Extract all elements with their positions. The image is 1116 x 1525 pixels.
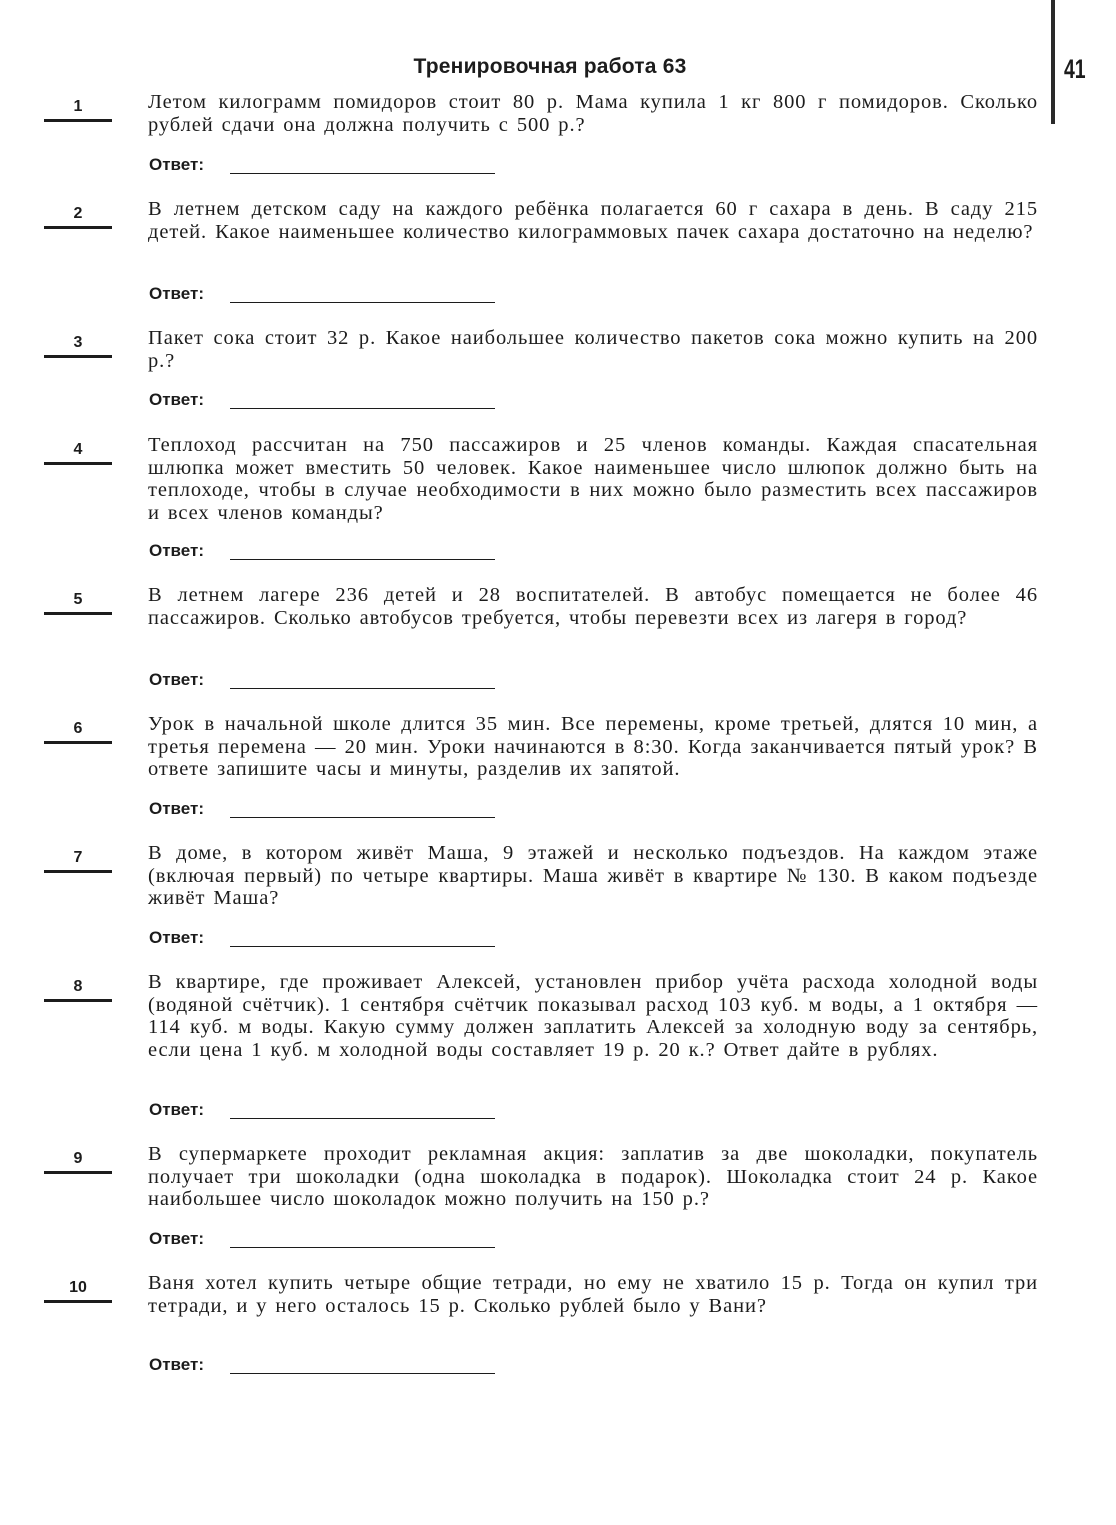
task-text: В квартире, где проживает Алексей, установлен прибор учёта расхода холодной воды (водяной счётчик). 1 сентября счётчик показывал расход 103 куб. м воды, а 1 октября — 114 куб. м воды. Какую сумму должен заплатить Алексей за холодную воду за сентябрь, если цена 1 куб. м холодной воды составляет 19 р. 20 к.? Ответ дайте в рублях. — [148, 971, 1038, 1061]
task-number-underline — [44, 119, 112, 122]
answer-label: Ответ: — [149, 1100, 204, 1119]
page-edge-bar — [1051, 0, 1055, 124]
task-text: Летом килограмм помидоров стоит 80 р. Мама купила 1 кг 800 г помидоров. Сколько рублей сдачи она должна получить с 500 р.? — [148, 91, 1038, 136]
task-number: 1 — [73, 98, 83, 115]
task-text: В летнем детском саду на каждого ребёнка полагается 60 г сахара в день. В саду 215 детей. Какое наименьшее количество килограммовых пачек сахара достаточно на неделю? — [148, 198, 1038, 243]
answer-field[interactable] — [230, 173, 495, 174]
answer-field[interactable] — [230, 1373, 495, 1374]
task-number: 2 — [73, 205, 83, 222]
answer-field[interactable] — [230, 688, 495, 689]
answer-field[interactable] — [230, 559, 495, 560]
task-number-underline — [44, 741, 112, 744]
answer-field[interactable] — [230, 302, 495, 303]
task-text: В супермаркете проходит рекламная акция: заплатив за две шоколадки, покупатель получает три шоколадки (одна шоколадка в подарок). Шоколадка стоит 24 р. Какое наибольшее число шоколадок можно получить на 150 р.? — [148, 1143, 1038, 1210]
answer-field[interactable] — [230, 1247, 495, 1248]
task-number-underline — [44, 612, 112, 615]
task-text: Пакет сока стоит 32 р. Какое наибольшее количество пакетов сока можно купить на 200 р.? — [148, 327, 1038, 372]
task-number: 10 — [69, 1279, 87, 1296]
answer-field[interactable] — [230, 408, 495, 409]
page-title: Тренировочная работа 63 — [413, 55, 687, 78]
task-number: 6 — [73, 720, 83, 737]
task-number-underline — [44, 226, 112, 229]
task-number: 8 — [73, 978, 83, 995]
task-number-underline — [44, 1300, 112, 1303]
task-number: 5 — [73, 591, 83, 608]
task-number: 3 — [73, 334, 83, 351]
task-number-underline — [44, 870, 112, 873]
task-number: 9 — [73, 1150, 83, 1167]
page-number: 41 — [1064, 54, 1086, 84]
task-text: В летнем лагере 236 детей и 28 воспитателей. В автобус помещается не более 46 пассажиров. Сколько автобусов требуется, чтобы перевезти всех из лагеря в город? — [148, 584, 1038, 629]
answer-field[interactable] — [230, 817, 495, 818]
task-number: 7 — [73, 849, 83, 866]
task-number-underline — [44, 355, 112, 358]
task-number-underline — [44, 462, 112, 465]
answer-field[interactable] — [230, 946, 495, 947]
task-text: Теплоход рассчитан на 750 пассажиров и 25 членов команды. Каждая спасательная шлюпка может вместить 50 человек. Какое наименьшее число шлюпок должно быть на теплоходе, чтобы в случае необходимости в них можно было разместить всех пассажиров и всех членов команды? — [148, 434, 1038, 524]
answer-label: Ответ: — [149, 284, 204, 303]
answer-label: Ответ: — [149, 390, 204, 409]
task-text: Урок в начальной школе длится 35 мин. Все перемены, кроме третьей, длятся 10 мин, а третья перемена — 20 мин. Уроки начинаются в 8:30. Когда заканчивается пятый урок? В ответе запишите часы и минуты, разделив их запятой. — [148, 713, 1038, 780]
task-number: 4 — [73, 441, 83, 458]
task-number-underline — [44, 999, 112, 1002]
answer-label: Ответ: — [149, 541, 204, 560]
answer-label: Ответ: — [149, 670, 204, 689]
task-text: В доме, в котором живёт Маша, 9 этажей и несколько подъездов. На каждом этаже (включая первый) по четыре квартиры. Маша живёт в квартире № 130. В каком подъезде живёт Маша? — [148, 842, 1038, 909]
task-number-underline — [44, 1171, 112, 1174]
answer-label: Ответ: — [149, 928, 204, 947]
answer-field[interactable] — [230, 1118, 495, 1119]
answer-label: Ответ: — [149, 1355, 204, 1374]
answer-label: Ответ: — [149, 799, 204, 818]
answer-label: Ответ: — [149, 1229, 204, 1248]
task-text: Ваня хотел купить четыре общие тетради, но ему не хватило 15 р. Тогда он купил три тетради, и у него осталось 15 р. Сколько рублей было у Вани? — [148, 1272, 1038, 1317]
answer-label: Ответ: — [149, 155, 204, 174]
